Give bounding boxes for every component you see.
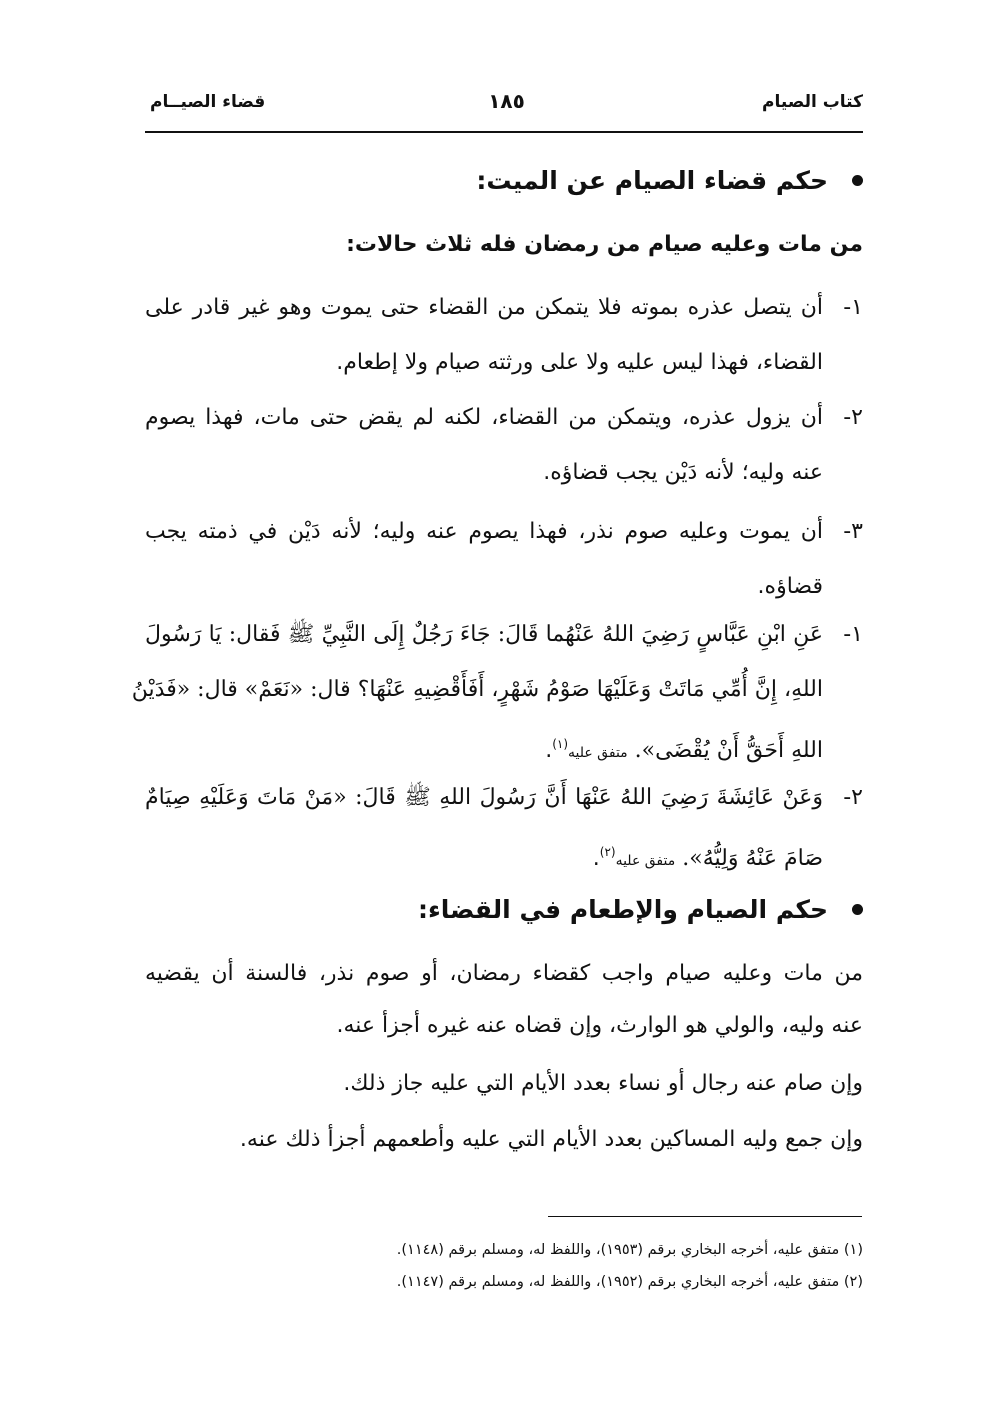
hadith-item-2: ٢- وَعَنْ عَائِشَةَ رَضِيَ اللهُ عَنْهَا أَنَّ رَسُولَ اللهِ ﷺ قَالَ: «مَنْ مَاتَ وَعَلَيْهِ صِيَامٌ صَامَ عَنْهُ وَلِيُّهُ». متفق عليه$^{(٢)}$. bbox=[145, 785, 863, 871]
paragraph-1: من مات وعليه صيام واجب كقضاء رمضان، أو صوم نذر، فالسنة أن يقضيه عنه وليه، والولي هو الوارث، وإن قضاه عنه غيره أجزأ عنه. bbox=[145, 961, 863, 1038]
paragraph-3: وإن جمع وليه المساكين بعدد الأيام التي عليه وأطعمهم أجزأ ذلك عنه. bbox=[239, 1127, 863, 1152]
section-heading-2: حكم الصيام والإطعام في القضاء: bbox=[145, 895, 863, 924]
case-item-2: ٢- أن يزول عذره، ويتمكن من القضاء، لكنه لم يقض حتى مات، فهذا يصوم عنه وليه؛ لأنه دَيْن يجب قضاؤه. bbox=[145, 405, 863, 485]
page-number: ١٨٥ bbox=[488, 89, 525, 113]
hadith-item-1: ١- عَنِ ابْنِ عَبَّاسٍ رَضِيَ اللهُ عَنْهُما قَالَ: جَاءَ رَجُلٌ إِلَى النَّبِيِّ ﷺ فَقال: يَا رَسُولَ اللهِ، إِنَّ أُمِّي مَاتَتْ وَعَلَيْهَا صَوْمُ شَهْرٍ، أَفَأَقْضِيهِ عَنْهَا؟ قال: «نَعَمْ» قال: «فَدَيْنُ اللهِ أَحَقُّ أَنْ يُقْضَى». متفق عليه$^{(١)}$. bbox=[131, 622, 863, 763]
hadith-source: متفق عليه bbox=[615, 853, 676, 869]
bullet-icon bbox=[852, 904, 863, 915]
footnote-2: (٢) متفق عليه، أخرجه البخاري برقم (١٩٥٢)، واللفظ له، ومسلم برقم (١١٤٧). bbox=[396, 1274, 863, 1290]
book-title: كتاب الصيام bbox=[762, 92, 863, 112]
case-item-3: ٣- أن يموت وعليه صوم نذر، فهذا يصوم عنه وليه؛ لأنه دَيْن في ذمته يجب قضاؤه. bbox=[145, 519, 863, 599]
section-intro: من مات وعليه صيام من رمضان فله ثلاث حالات: bbox=[346, 232, 863, 257]
footnotes bbox=[145, 1234, 863, 1298]
footnote-rule bbox=[548, 1216, 862, 1217]
hadith-source: متفق عليه bbox=[568, 745, 628, 761]
footnote-ref: (١) bbox=[552, 737, 569, 751]
section-heading-1: حكم قضاء الصيام عن الميت: bbox=[145, 166, 863, 195]
case-item-1: ١- أن يتصل عذره بموته فلا يتمكن من القضاء حتى يموت وهو غير قادر على القضاء، فهذا ليس عليه ولا على ورثته صيام ولا إطعام. bbox=[145, 295, 863, 375]
chapter-title: قضاء الصيــام bbox=[150, 92, 266, 112]
bullet-icon bbox=[852, 175, 863, 186]
footnote-ref: (٢) bbox=[599, 845, 616, 859]
running-header bbox=[150, 89, 863, 132]
header-rule bbox=[145, 131, 863, 133]
footnote-1: (١) متفق عليه، أخرجه البخاري برقم (١٩٥٣)، واللفظ له، ومسلم برقم (١١٤٨). bbox=[396, 1242, 863, 1258]
paragraph-2: وإن صام عنه رجال أو نساء بعدد الأيام التي عليه جاز ذلك. bbox=[343, 1071, 863, 1096]
